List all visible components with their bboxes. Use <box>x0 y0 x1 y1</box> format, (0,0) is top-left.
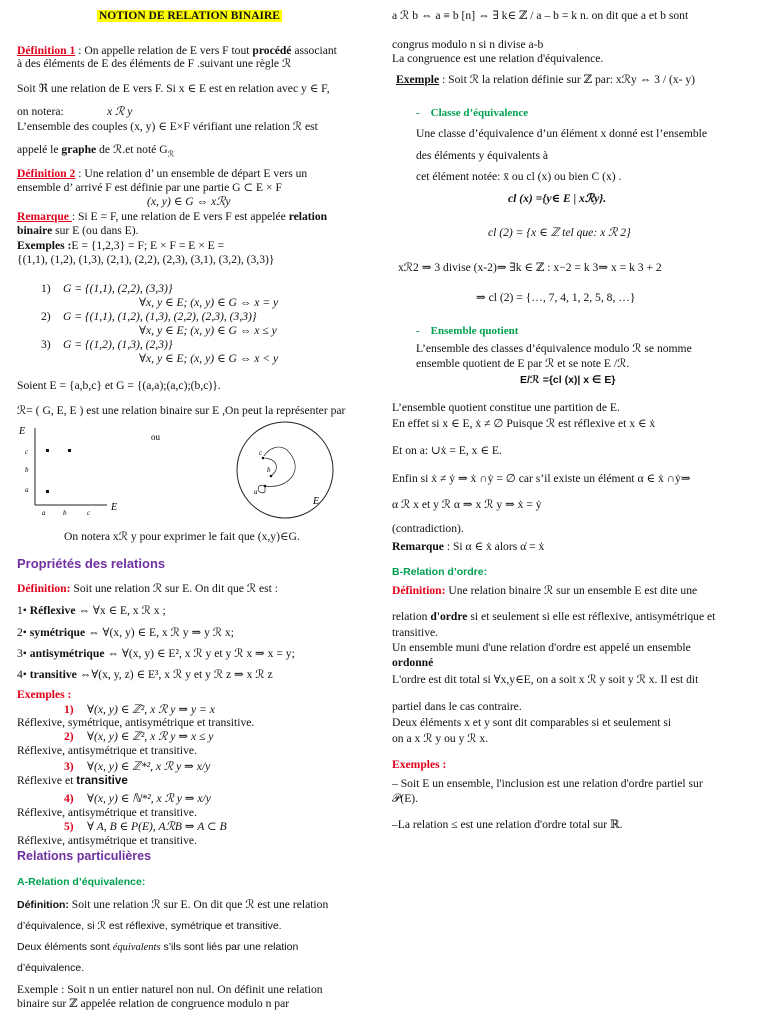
definition-2-cont: ensemble d’ arrivé F est définie par une partie G ⊂ E × F <box>17 181 282 194</box>
ex-5-number: 5) <box>64 820 74 833</box>
alpha-statement: α ℛ x et y ℛ α ⇒ x ℛ y ⇒ ẋ = ẏ <box>392 498 542 511</box>
total-order: L'ordre est dit total si ∀x,y∈E, on a soit x ℛ y soit y ℛ x. Il est dit <box>392 673 699 686</box>
tick-x-b: b <box>63 509 67 517</box>
notation-label: on notera: <box>17 105 64 118</box>
point-a-a <box>46 490 49 493</box>
equivalence-definition-cont: d’équivalence, si ℛ est réflexive, symétrique et transitive. <box>17 920 282 932</box>
order-definition-3: transitive. <box>392 626 439 639</box>
example-3-number: 3) <box>41 338 51 351</box>
svg-text:c: c <box>259 449 263 457</box>
cl2-definition: cl (2) = {x ∈ ℤ tel que: x ℛ 2} <box>488 226 631 239</box>
ex-3-number: 3) <box>64 760 74 773</box>
example-1-condition: ∀x, y ∈ E; (x, y) ∈ G ⇔ x = y <box>139 296 279 309</box>
classe-def-3: cet élément notée: x̄ ou cl (x) ou bien C (x) . <box>416 170 622 183</box>
tick-b: b <box>25 466 29 474</box>
svg-text:b: b <box>267 466 271 474</box>
example-2-set: G = {(1,1), (1,2), (1,3), (2,2), (2,3), (3,3)} <box>63 310 257 323</box>
ex-2-number: 2) <box>64 730 74 743</box>
quotient-def-2: ensemble quotient de E par ℛ et se note E /ℛ. <box>416 357 630 370</box>
union-statement: Et on a: ∪ẋ = E, x ∈ E. <box>392 444 502 457</box>
svg-text:a: a <box>254 488 258 496</box>
page-title: NOTION DE RELATION BINAIRE <box>99 10 280 22</box>
notation-formula: x ℛ y <box>107 105 133 118</box>
couples-statement: L’ensemble des couples (x, y) ∈ E×F vérifiant une relation ℛ est <box>17 120 318 133</box>
classe-heading: - Classe d’équivalence <box>416 107 529 119</box>
ex-2-desc: Réflexive, antisymétrique et transitive. <box>17 744 197 757</box>
soient-statement: Soient E = {a,b,c} et G = {(a,a);(a,c);(b,c)}. <box>17 379 221 392</box>
classe-formula: cl (x) ={y∈ E | xℛy}. <box>508 192 607 205</box>
example-3-set: G = {(1,2), (1,3), (2,3)} <box>63 338 173 351</box>
point-b-c <box>68 449 71 452</box>
tick-x-a: a <box>42 509 46 517</box>
equivalence-heading: A-Relation d’équivalence: <box>17 876 146 888</box>
partition-statement: L’ensemble quotient constitue une partition de E. <box>392 401 620 414</box>
order-examples-heading: Exemples : <box>392 758 447 771</box>
svg-text:E: E <box>313 496 320 507</box>
equivalent-elements: Deux éléments sont équivalents s’ils sont liés par une relation <box>17 941 299 953</box>
congruence-equivalence: La congruence est une relation d'équivalence. <box>392 52 604 65</box>
order-definition-2: relation d'ordre si et seulement si elle est réflexive, antisymétrique et <box>392 610 716 623</box>
quotient-heading: - Ensemble quotient <box>416 325 519 337</box>
cl2-result: ⇒ cl (2) = {…, 7, 4, 1, 2, 5, 8, …} <box>476 291 636 304</box>
remarque-alpha: Remarque : Si α ∈ ẋ alors α̇ = ẋ <box>392 540 545 553</box>
equivalent-elements-cont: d’équivalence. <box>17 962 85 974</box>
definition-1-cont: à des éléments de E des éléments de F .suivant une règle ℛ <box>17 57 292 70</box>
effet-statement: En effet si x ∈ E, ẋ ≠ ∅ Puisque ℛ est réflexive et x ∈ ẋ <box>392 417 656 430</box>
ex-3-desc: Réflexive et transitive <box>17 774 128 787</box>
properties-definition: Définition: Soit une relation ℛ sur E. On dit que ℛ est : <box>17 582 278 595</box>
quotient-def-1: L’ensemble des classes d’équivalence modulo ℛ se nomme <box>416 342 692 355</box>
quotient-formula: E/ℛ ={cl (x)| x ∈ E} <box>520 374 616 386</box>
tick-a: a <box>25 486 29 494</box>
property-transitive: 4• transitive ⇔∀(x, y, z) ∈ E³, x ℛ y et y ℛ z ⇒ x ℛ z <box>17 668 273 681</box>
comparable-1: Deux éléments x et y sont dit comparables si et seulement si <box>392 716 672 729</box>
point-a-c <box>46 449 49 452</box>
cartesian-graph <box>18 426 117 517</box>
ex-1-desc: Réflexive, symétrique, antisymétrique et transitive. <box>17 716 255 729</box>
ex-1-number: 1) <box>64 703 74 716</box>
example-1-set: G = {(1,1), (2,2), (3,3)} <box>63 282 173 295</box>
property-reflexive: 1• Réflexive ⇔ ∀x ∈ E, x ℛ x ; <box>17 604 166 617</box>
tick-c: c <box>25 448 29 456</box>
ex-2-formula: ∀(x, y) ∈ ℤ², x ℛ y ⇒ x ≤ y <box>87 730 214 743</box>
relations-particulieres-heading: Relations particulières <box>17 849 152 863</box>
graphe-definition: appelé le graphe de ℛ.et noté $G_ℛ$ <box>17 143 174 159</box>
exemples-heading: Exemples :E = {1,2,3} = F; E × F = E × E = <box>17 239 225 252</box>
ex-4-desc: Réflexive, antisymétrique et transitive. <box>17 806 197 819</box>
comparable-2: on a x ℛ y ou y ℛ x. <box>392 732 489 745</box>
relation-figures <box>17 420 387 520</box>
partial-order: partiel dans le cas contraire. <box>392 700 522 713</box>
order-definition: Définition: Une relation binaire ℛ sur un ensemble E est dite une <box>392 584 698 597</box>
order-heading: B-Relation d’ordre: <box>392 566 488 578</box>
example-1-number: 1) <box>41 282 51 295</box>
order-example-1: – Soit E un ensemble, l'inclusion est une relation d'ordre partiel sur <box>392 777 703 790</box>
definition-1: Définition 1 : On appelle relation de E vers F tout procédé associant <box>17 44 337 57</box>
cartesian-product: {(1,1), (1,2), (1,3), (2,1), (2,2), (2,3), (3,1), (3,2), (3,3)} <box>17 253 275 266</box>
example-2-number: 2) <box>41 310 51 323</box>
examples-heading-2: Exemples : <box>17 688 72 701</box>
axis-label-e-x: E <box>111 502 118 513</box>
definition-2-formula: (x, y) ∈ G ⇔ xℛy <box>147 195 231 208</box>
classe-def-1: Une classe d’équivalence d’un élément x donné est l’ensemble <box>416 127 708 140</box>
ordered-set-2: ordonné <box>392 656 434 669</box>
remarque: Remarque : Si E = F, une relation de E vers F est appelée relation <box>17 210 328 223</box>
ex-1-formula: ∀(x, y) ∈ ℤ², x ℛ y ⇒ y = x <box>87 703 215 716</box>
property-antisymmetric: 3• antisymétrique ⇔ ∀(x, y) ∈ E², x ℛ y et y ℛ x ⇒ x = y; <box>17 647 295 660</box>
cl2-computation: xℛ2 ⇒ 3 divise (x-2)⇒ ∃k ∈ ℤ : x−2 = k 3⇒ x = k 3 + 2 <box>398 261 662 274</box>
congruence-definition: a ℛ b ⇔ a ≡ b [n] ⇔ ∃ k∈ ℤ / a – b = k n. on dit que a et b sont <box>392 9 689 22</box>
example-2-condition: ∀x, y ∈ E; (x, y) ∈ G ⇔ x ≤ y <box>139 324 277 337</box>
equivalence-definition: Définition: Soit une relation ℛ sur E. On dit que ℛ est une relation <box>17 898 329 911</box>
ex-5-formula: ∀ A, B ∈ P(E), AℛB ⇒ A ⊂ B <box>87 820 227 833</box>
notera-xry: On notera xℛ y pour exprimer le fait que (x,y)∈G. <box>64 530 300 543</box>
tick-x-c: c <box>87 509 91 517</box>
classe-def-2: des éléments y équivalents à <box>416 149 548 162</box>
definition-2: Définition 2 : Une relation d’ un ensemble de départ E vers un <box>17 167 308 180</box>
remarque-cont: binaire sur E (ou dans E). <box>17 224 139 237</box>
property-symmetric: 2• symétrique ⇔ ∀(x, y) ∈ E, x ℛ y ⇒ y ℛ x; <box>17 626 234 639</box>
order-example-2: –La relation ≤ est une relation d'ordre total sur ℝ. <box>392 818 623 831</box>
axis-label-e: E <box>19 426 26 437</box>
example-3-condition: ∀x, y ∈ E; (x, y) ∈ G ⇔ x < y <box>139 352 279 365</box>
order-example-1-cont: 𝒫(E). <box>392 792 419 805</box>
sagittal-diagram <box>237 422 333 518</box>
relation-statement: Soit ℜ une relation de E vers F. Si x ∈ E est en relation avec y ∈ F, <box>17 82 330 95</box>
ex-4-formula: ∀(x, y) ∈ ℕ*², x ℛ y ⇒ x/y <box>87 792 211 805</box>
enfin-statement: Enfin si ẋ ≠ ẏ ⇒ ẋ ∩ẏ = ∅ car s’il existe un élément α ∈ ẋ ∩ẏ⇒ <box>392 472 691 485</box>
congruence-example-3: Exemple : Soit ℛ la relation définie sur ℤ par: xℛy ⇔ 3 / (x- y) <box>396 73 696 86</box>
congruence-divides: congrus modulo n si n divise a-b <box>392 38 544 51</box>
congruence-example: Exemple : Soit n un entier naturel non nul. On définit une relation <box>17 983 323 996</box>
ex-5-desc: Réflexive, antisymétrique et transitive. <box>17 834 197 847</box>
congruence-example-cont: binaire sur ℤ appelée relation de congruence modulo n par <box>17 997 290 1010</box>
ex-3-formula: ∀(x, y) ∈ ℤ*², x ℛ y ⇒ x/y <box>87 760 211 773</box>
properties-heading: Propriétés des relations <box>17 556 166 571</box>
representation-statement: ℛ= ( G, E, E ) est une relation binaire sur E ,On peut la représenter par <box>17 404 346 417</box>
contradiction: (contradiction). <box>392 522 464 535</box>
ex-4-number: 4) <box>64 792 74 805</box>
ou-label: ou <box>151 432 160 442</box>
ordered-set-1: Un ensemble muni d'une relation d'ordre est appelé un ensemble <box>392 641 691 654</box>
